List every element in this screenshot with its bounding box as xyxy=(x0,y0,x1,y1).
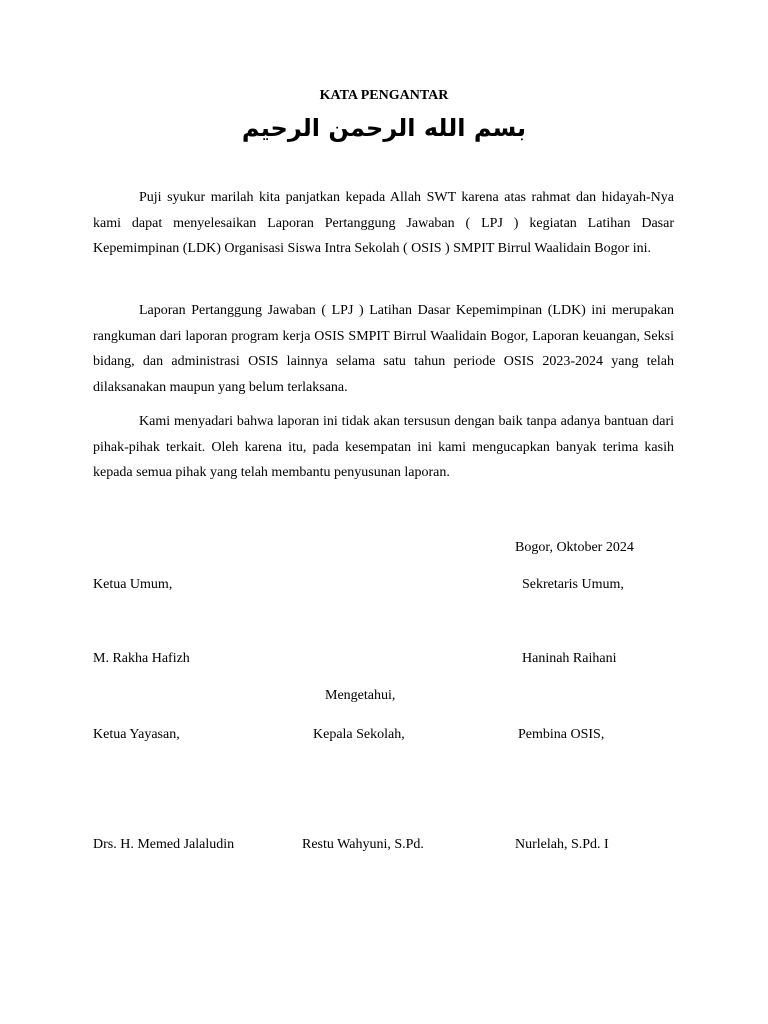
ketua-umum-name: M. Rakha Hafizh xyxy=(93,651,190,666)
paragraph-2: Laporan Pertanggung Jawaban ( LPJ ) Latihan Dasar Kepemimpinan (LDK) ini merupakan rangkuman dari laporan program kerja OSIS SMPIT Birrul Waalidain Bogor, Laporan keuangan, Seksi bidang, dan administrasi OSIS lainnya selama satu tahun periode OSIS 2023-2024 yang telah dilaksanakan maupun yang belum terlaksana. xyxy=(93,303,674,395)
basmalah: بسم الله الرحمن الرحيم xyxy=(241,114,527,142)
sekretaris-umum-role: Sekretaris Umum, xyxy=(522,577,624,592)
pembina-osis-role: Pembina OSIS, xyxy=(518,727,605,742)
pembina-osis-name: Nurlelah, S.Pd. I xyxy=(515,837,609,852)
paragraph-1: Puji syukur marilah kita panjatkan kepada Allah SWT karena atas rahmat dan hidayah-Nya kami dapat menyelesaikan Laporan Pertanggung Jawaban ( LPJ ) kegiatan Latihan Dasar Kepemimpinan (LDK) Organisasi Siswa Intra Sekolah ( OSIS ) SMPIT Birrul Waalidain Bogor ini. xyxy=(93,190,674,256)
paragraph-3: Kami menyadari bahwa laporan ini tidak akan tersusun dengan baik tanpa adanya bantuan dari pihak-pihak terkait. Oleh karena itu, pada kesempatan ini kami mengucapkan banyak terima kasih kepada semua pihak yang telah membantu penyusunan laporan. xyxy=(93,414,674,480)
kepala-sekolah-name: Restu Wahyuni, S.Pd. xyxy=(302,837,424,852)
kepala-sekolah-role: Kepala Sekolah, xyxy=(313,727,405,742)
ketua-umum-role: Ketua Umum, xyxy=(93,577,173,592)
ketua-yayasan-role: Ketua Yayasan, xyxy=(93,727,180,742)
sekretaris-umum-name: Haninah Raihani xyxy=(522,651,617,666)
mengetahui-label: Mengetahui, xyxy=(325,688,396,703)
place-date: Bogor, Oktober 2024 xyxy=(515,540,634,555)
ketua-yayasan-name: Drs. H. Memed Jalaludin xyxy=(93,837,235,852)
page-title: KATA PENGANTAR xyxy=(319,88,449,103)
